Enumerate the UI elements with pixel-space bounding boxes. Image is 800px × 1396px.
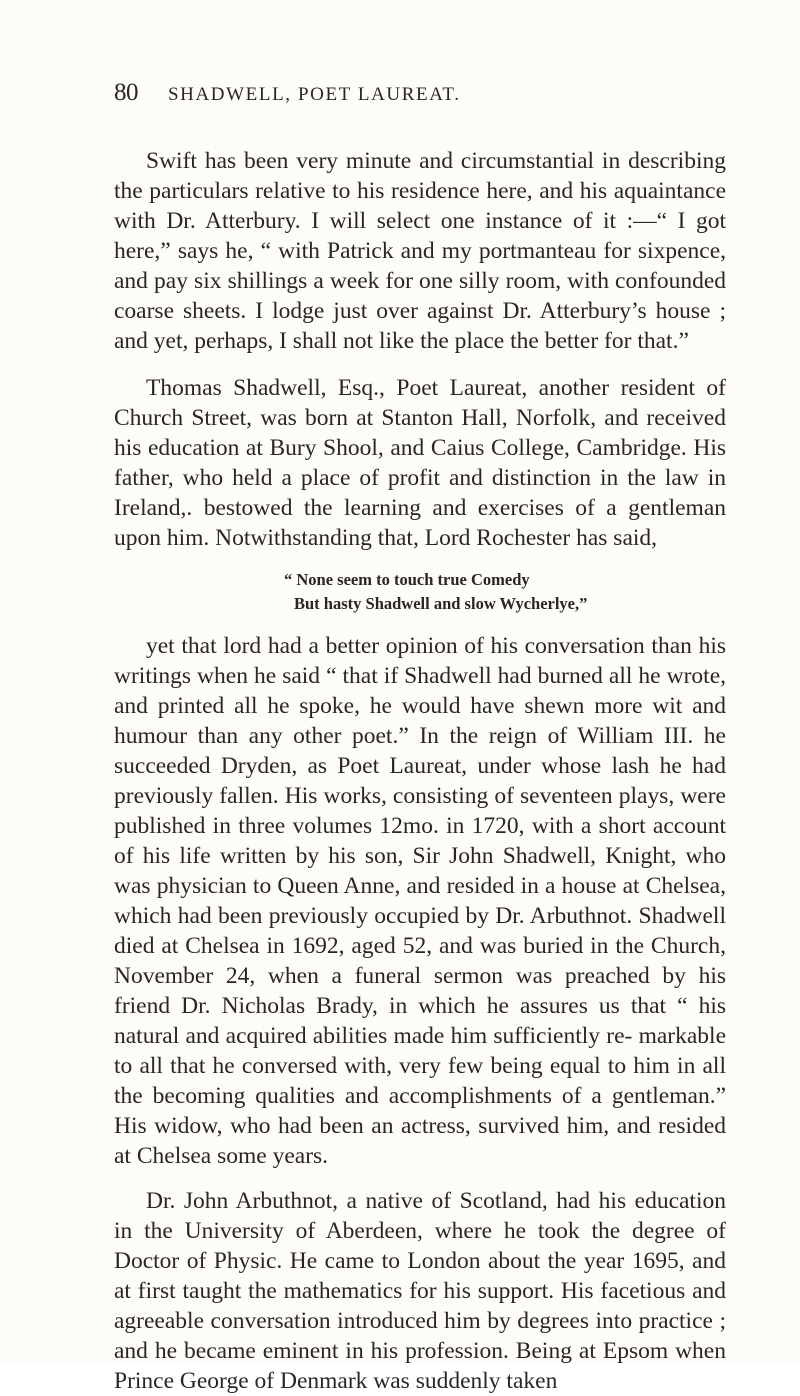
page-number: 80 [114, 79, 138, 106]
verse-line: “ None seem to touch true Comedy [284, 570, 530, 589]
running-head: SHADWELL, POET LAUREAT. [168, 84, 461, 105]
paragraph-shadwell-life: yet that lord had a better opinion of his conversation than his writings when he said “ that if Shadwell had burned all he wrote, and printed all he spoke, he would have shewn more wit and humour than any other poet.” In the reign of William III. he succeeded Dryden, as Poet Laureat, under whose lash he had previously fallen. His works, consisting of seventeen plays, were published in three volumes 12mo. in 1720, with a short account of his life written by his son, Sir John Shadwell, Knight, who was physician to Queen Anne, and resided in a house at Chelsea, which had been previously occupied by Dr. Arbuthnot. Shadwell died at Chelsea in 1692, aged 52, and was buried in the Church, November 24, when a funeral sermon was preached by his friend Dr. Nicholas Brady, in which he assures us that “ his natural and acquired abilities made him sufficiently re- markable to all that he conversed with, very few being equal to him in all the becoming qualities and accomplishments of a gentleman.” His widow, who had been an actress, survived him, and resided at Chelsea some years. [114, 633, 726, 1169]
paragraph-swift: Swift has been very minute and circumstantial in describing the particulars relative to his residence here, and his aquaintance with Dr. Atterbury. I will select one instance of it :—“ I got here,” says he, “ with Patrick and my portmanteau for sixpence, and pay six shillings a week for one silly room, with confounded coarse sheets. I lodge just over against Dr. Atterbury’s house ; and yet, perhaps, I shall not like the place the better for that.” [114, 148, 726, 354]
verse-quotation [284, 568, 726, 616]
paragraph-arbuthnot: Dr. John Arbuthnot, a native of Scotland, had his education in the University of Aberdeen, where he took the degree of Doctor of Physic. He came to London about the year 1695, and at first taught the mathematics for his support. His facetious and agreeable conversation introduced him by degrees into practice ; and he became eminent in his profession. Being at Epsom when Prince George of Denmark was suddenly taken [114, 1188, 726, 1394]
paragraph-shadwell-intro: Thomas Shadwell, Esq., Poet Laureat, another resident of Church Street, was born at Stanton Hall, Norfolk, and received his education at Bury Shool, and Caius College, Cambridge. His father, who held a place of profit and distinction in the law in Ireland,. bestowed the learning and exercises of a gentleman upon him. Notwithstanding that, Lord Rochester has said, [114, 375, 726, 551]
verse-line: But hasty Shadwell and slow Wycherlye,” [294, 594, 588, 613]
body-text [114, 146, 726, 1396]
